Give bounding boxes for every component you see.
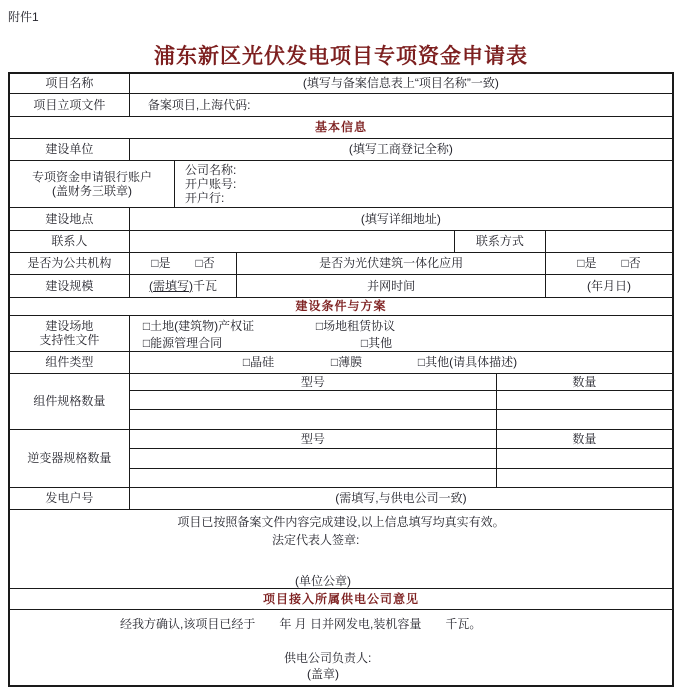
bipv-yes-option[interactable] [577, 256, 596, 270]
construction-unit-label: 建设单位 [9, 138, 129, 160]
bipv-yes-label: 是 [584, 256, 597, 270]
docs-other-option[interactable] [361, 336, 392, 350]
project-approval-field[interactable]: 备案项目,上海代码: [129, 93, 673, 116]
construction-site-label: 建设地点 [9, 207, 129, 230]
row-construction-unit [9, 138, 673, 160]
bank-account-label-line1: 专项资金申请银行账户 [31, 169, 152, 184]
site-docs-options [129, 315, 673, 351]
land-cert-label: 土地(建筑物)产权证 [150, 318, 255, 333]
row-section-utility [9, 588, 673, 609]
page-title: 浦东新区光伏发电项目专项资金申请表 [154, 45, 528, 68]
module-qty-cell[interactable] [496, 409, 673, 429]
project-name-field[interactable]: (填写与备案信息表上“项目名称”一致) [129, 73, 673, 93]
inverter-model-cell[interactable] [129, 468, 496, 487]
inverter-qty-cell[interactable] [496, 468, 673, 487]
row-contact [9, 230, 673, 252]
bipv-no-label: 否 [628, 256, 641, 270]
company-name-field[interactable]: 公司名称: [184, 162, 237, 177]
checkbox-icon[interactable]: □ [577, 256, 585, 270]
scale-label: 建设规模 [9, 274, 129, 297]
module-qty-header: 数量 [496, 373, 673, 390]
checkbox-icon[interactable]: □ [315, 318, 324, 333]
contact-method-field[interactable] [546, 230, 673, 252]
row-site-docs [9, 315, 673, 351]
row-construction-site [9, 207, 673, 230]
row-project-name [9, 73, 673, 93]
crystal-option[interactable] [243, 355, 274, 369]
grid-time-label: 并网时间 [237, 274, 546, 297]
bank-account-label [9, 160, 174, 207]
attachment-label: 附件1 [8, 10, 39, 24]
account-number-field[interactable]: 开户账号: [184, 176, 237, 191]
inverter-model-cell[interactable] [129, 448, 496, 468]
public-yes-option[interactable] [151, 256, 170, 270]
public-no-label: 否 [202, 256, 215, 270]
section-conditions-header: 建设条件与方案 [9, 297, 673, 315]
power-account-field[interactable]: (需填写,与供电公司一致) [129, 487, 673, 509]
row-public-institution [9, 252, 673, 274]
module-type-options [129, 351, 673, 373]
bipv-label: 是否为光伏建筑一体化应用 [237, 252, 546, 274]
lease-option[interactable] [316, 319, 395, 333]
module-other-label: 其他(请具体描述) [425, 355, 518, 369]
site-docs-label [9, 315, 129, 351]
module-spec-label: 组件规格数量 [9, 373, 129, 429]
docs-other-label: 其他 [368, 335, 393, 350]
module-qty-cell[interactable] [496, 390, 673, 409]
bank-account-fields[interactable] [174, 160, 673, 207]
public-yes-label: 是 [158, 256, 171, 270]
scale-field[interactable] [129, 274, 236, 297]
energy-contract-option[interactable] [143, 336, 222, 350]
utility-confirmation-statement: 经我方确认,该项目已经于 年 月 日并网发电,装机容量 千瓦。 [120, 616, 482, 631]
checkbox-icon[interactable]: □ [360, 335, 369, 350]
application-form-table [8, 72, 674, 687]
energy-contract-label: 能源管理合同 [150, 335, 223, 350]
module-model-cell[interactable] [129, 409, 496, 429]
bank-account-label-line2: (盖财务三联章) [51, 183, 132, 198]
module-model-cell[interactable] [129, 390, 496, 409]
checkbox-icon[interactable]: □ [142, 318, 151, 333]
row-section-basic [9, 116, 673, 138]
row-utility-opinion [9, 609, 673, 686]
utility-seal-label: (盖章) [307, 666, 339, 681]
checkbox-icon[interactable]: □ [417, 355, 426, 369]
module-other-option[interactable] [418, 355, 517, 369]
row-power-account [9, 487, 673, 509]
thin-film-label: 薄膜 [338, 355, 363, 369]
checkbox-icon[interactable]: □ [195, 256, 203, 270]
module-type-label: 组件类型 [9, 351, 129, 373]
row-declaration [9, 509, 673, 588]
public-no-option[interactable] [195, 256, 214, 270]
utility-manager-signature-label: 供电公司负责人: [284, 650, 372, 665]
scale-unit: 千瓦 [192, 278, 217, 293]
contact-label: 联系人 [9, 230, 129, 252]
site-docs-label-line2: 支持性文件 [39, 333, 100, 347]
row-bank-account [9, 160, 673, 207]
utility-opinion-cell [9, 609, 673, 686]
company-seal-label: (单位公章) [295, 573, 351, 588]
crystal-label: 晶硅 [250, 355, 275, 369]
project-approval-label: 项目立项文件 [9, 93, 129, 116]
module-model-header: 型号 [129, 373, 496, 390]
row-section-conditions [9, 297, 673, 315]
row-module-spec-header [9, 373, 673, 390]
bipv-options [546, 252, 673, 274]
inverter-qty-header: 数量 [496, 429, 673, 448]
checkbox-icon[interactable]: □ [242, 355, 251, 369]
contact-method-label: 联系方式 [454, 230, 545, 252]
checkbox-icon[interactable]: □ [621, 256, 629, 270]
public-institution-options [129, 252, 236, 274]
grid-time-field[interactable]: (年月日) [546, 274, 673, 297]
scale-fill-hint[interactable]: (需填写) [148, 278, 193, 293]
row-project-approval [9, 93, 673, 116]
bipv-no-option[interactable] [622, 256, 641, 270]
project-name-label: 项目名称 [9, 73, 129, 93]
checkbox-icon[interactable]: □ [330, 355, 339, 369]
inverter-qty-cell[interactable] [496, 448, 673, 468]
checkbox-icon[interactable]: □ [151, 256, 159, 270]
bank-branch-field[interactable]: 开户行: [184, 190, 225, 205]
checkbox-icon[interactable]: □ [142, 335, 151, 350]
row-inverter-spec-header [9, 429, 673, 448]
public-institution-label: 是否为公共机构 [9, 252, 129, 274]
declaration-cell [9, 509, 673, 588]
power-account-label: 发电户号 [9, 487, 129, 509]
thin-film-option[interactable] [331, 355, 362, 369]
lease-label: 场地租赁协议 [323, 318, 396, 333]
construction-unit-field[interactable]: (填写工商登记全称) [129, 138, 673, 160]
inverter-spec-label: 逆变器规格数量 [9, 429, 129, 487]
site-docs-label-line1: 建设场地 [45, 319, 94, 333]
contact-name-field[interactable] [129, 230, 454, 252]
legal-rep-signature-label: 法定代表人签章: [272, 532, 360, 547]
construction-site-field[interactable]: (填写详细地址) [129, 207, 673, 230]
row-module-type [9, 351, 673, 373]
section-basic-header: 基本信息 [9, 116, 673, 138]
section-utility-header: 项目接入所属供电公司意见 [9, 588, 673, 609]
declaration-statement: 项目已按照备案文件内容完成建设,以上信息填写均真实有效。 [177, 514, 505, 529]
inverter-model-header: 型号 [129, 429, 496, 448]
row-scale [9, 274, 673, 297]
land-cert-option[interactable] [143, 319, 254, 333]
